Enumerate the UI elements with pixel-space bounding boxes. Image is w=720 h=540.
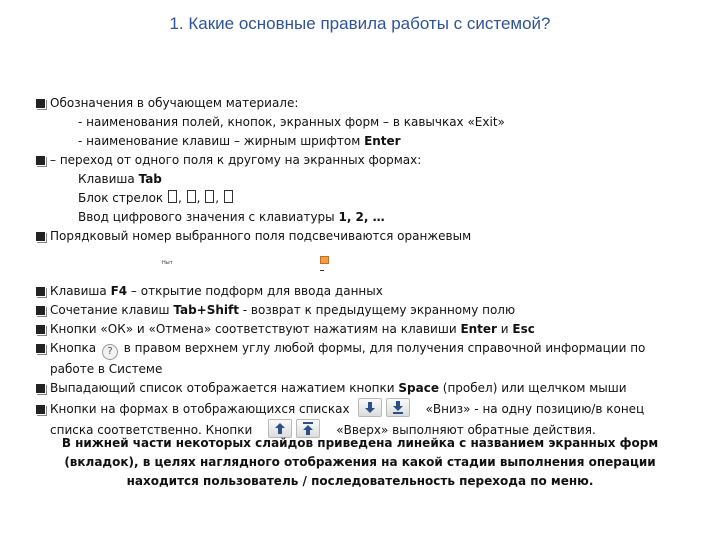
move-down-button[interactable] — [358, 398, 382, 417]
list-item-dropdown: Выпадающий список отображается нажатием кнопки Space (пробел) или щелчком мыши — [36, 379, 686, 398]
help-continuation: работе в Системе — [50, 362, 163, 376]
arrow-down-icon — [364, 401, 376, 414]
list-buttons-continuation: списка соответственно. Кнопки «Вверх» выполняют обратные действия. — [36, 419, 686, 440]
bullet-icon — [36, 306, 45, 315]
mini-screenshot-label: Ныт — [162, 260, 173, 266]
navigation-arrows: Блок стрелок , , , — [36, 189, 686, 208]
list-item-navigation: – переход от одного поля к другому на экранных формах: — [36, 151, 686, 170]
arrow-right-key-icon — [224, 190, 233, 203]
list-item-notation: Обозначения в обучающем материале: — [36, 94, 686, 113]
bullet-icon — [36, 156, 45, 165]
navigation-tab: Клавиша Tab — [78, 172, 162, 186]
bullet-icon — [36, 344, 45, 353]
arrow-left-key-icon — [205, 190, 214, 203]
list-item-highlight: Порядковый номер выбранного поля подсвечиваются оранжевым — [36, 227, 686, 246]
list-item-tab-shift: Сочетание клавиш Tab+Shift - возврат к предыдущему экранному полю — [36, 301, 686, 320]
bullet-icon — [36, 325, 45, 334]
bullet-icon — [36, 384, 45, 393]
notation-line-keys: - наименование клавиш – жирным шрифтом Enter — [78, 134, 401, 148]
bullet-icon — [36, 99, 45, 108]
bullet-icon — [36, 405, 45, 414]
highlight-example-screenshot — [36, 246, 686, 282]
navigation-digits: Ввод цифрового значения с клавиатуры 1, 2, … — [78, 210, 385, 224]
list-item-list-buttons: Кнопки на формах в отображающихся списках «Вниз» - на одну позицию/в конец — [36, 398, 686, 419]
notation-line-quotes: - наименования полей, кнопок, экранных форм – в кавычках «Exit» — [78, 115, 505, 129]
arrow-down-key-icon — [187, 190, 196, 203]
arrow-down-to-end-icon — [392, 401, 404, 414]
help-icon[interactable]: ? — [102, 344, 118, 360]
rules-list — [36, 94, 686, 440]
mini-dash — [320, 270, 324, 271]
move-to-end-button[interactable] — [386, 398, 410, 417]
bullet-icon — [36, 287, 45, 296]
bullet-icon — [36, 232, 45, 241]
arrow-up-key-icon — [168, 190, 177, 203]
list-item-help: Кнопка ? в правом верхнем углу любой формы, для получения справочной информации по — [36, 339, 686, 360]
orange-highlight-marker — [320, 256, 329, 264]
list-item-ok-cancel: Кнопки «ОК» и «Отмена» соответствуют нажатиям на клавиши Enter и Esc — [36, 320, 686, 339]
page-title: 1. Какие основные правила работы с системой? — [169, 14, 551, 33]
list-item-f4: Клавиша F4 – открытие подформ для ввода данных — [36, 282, 686, 301]
footer-note: В нижней части некоторых слайдов приведена линейка с названием экранных форм (вкладок), в целях наглядного отображения на какой стадии выполнения операции находится пользователь / последовательность перехода по меню. — [61, 436, 659, 488]
